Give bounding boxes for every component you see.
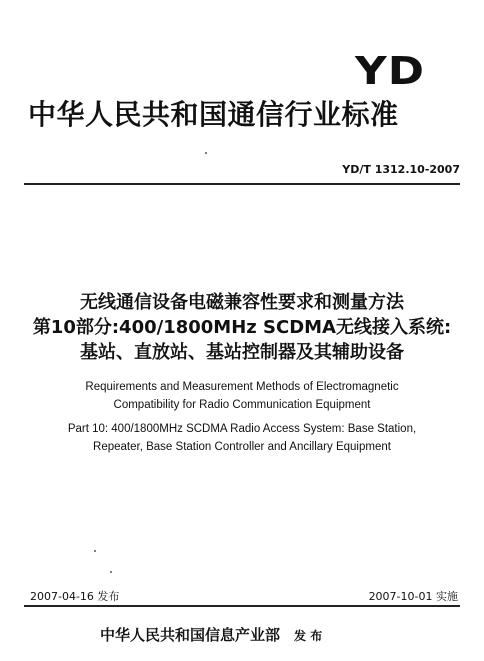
publisher-name: 中华人民共和国信息产业部 — [100, 626, 281, 644]
english-part-line-2: Repeater, Base Station Controller and Ancillary Equipment — [93, 441, 391, 453]
publish-verb: 发 布 — [294, 629, 323, 643]
chinese-title-line-3: 基站、直放站、基站控制器及其辅助设备 — [80, 342, 404, 363]
scan-speck — [94, 550, 96, 552]
bottom-divider — [24, 605, 460, 607]
publisher — [100, 625, 322, 646]
english-part-line-1: Part 10: 400/1800MHz SCDMA Radio Access System: Base Station, — [67, 423, 417, 435]
implementation-date: 2007-10-01 实施 — [368, 590, 458, 603]
chinese-title-line-1: 无线通信设备电磁兼容性要求和测量方法 — [80, 292, 404, 313]
top-divider — [24, 183, 460, 185]
standard-number: YD/T 1312.10-2007 — [342, 163, 460, 176]
org-title: 中华人民共和国通信行业标准 — [28, 98, 399, 131]
scan-speck — [205, 152, 207, 154]
english-title-line-2: Compatibility for Radio Communication Equipment — [113, 399, 371, 411]
english-title-line-1: Requirements and Measurement Methods of Electromagnetic — [85, 381, 399, 393]
issue-date: 2007-04-16 发布 — [30, 590, 120, 603]
chinese-title — [0, 290, 484, 365]
english-title — [0, 378, 484, 456]
chinese-title-line-2: 第10部分:400/1800MHz SCDMA无线接入系统: — [32, 317, 452, 338]
yd-logo: YD — [355, 49, 426, 93]
scan-speck — [110, 571, 112, 573]
